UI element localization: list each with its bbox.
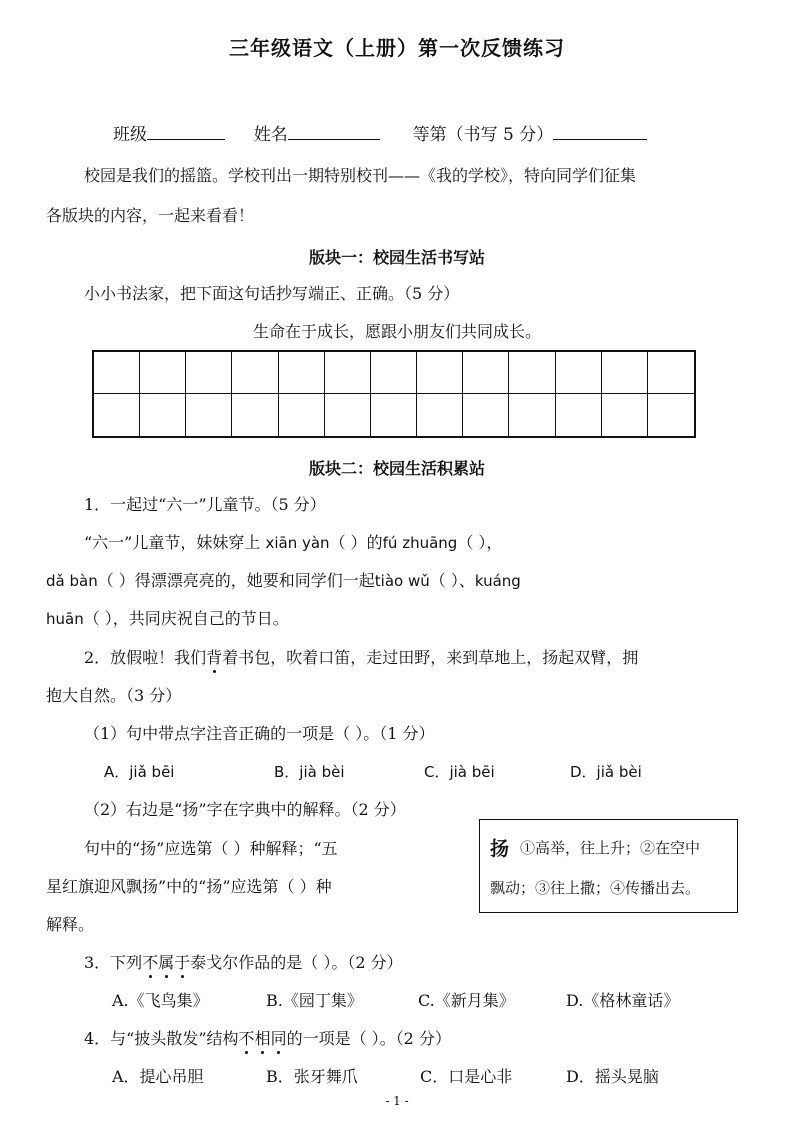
class-label: 班级 xyxy=(113,125,147,145)
q1-line-1: “六一”儿童节，妹妹穿上 xiān yàn（ ）的fú zhuāng（ ）， xyxy=(84,533,503,552)
q3-option-a[interactable]: A.《飞鸟集》 xyxy=(112,991,209,1010)
class-field[interactable] xyxy=(147,123,225,140)
pinyin-xianyan: xiān yàn xyxy=(265,534,330,552)
q3-title: 3．下列不属于泰戈尔作品的是（ ）。（2 分） xyxy=(84,953,403,972)
q2-sub-2: （2）右边是“扬”字在字典中的解释。（2 分） xyxy=(84,800,406,819)
grid-cell[interactable] xyxy=(325,352,371,394)
dictionary-def-line-2: 飘动；③往上撒；④传播出去。 xyxy=(490,879,701,897)
q3-option-c[interactable]: C.《新月集》 xyxy=(418,991,515,1010)
intro-line-2: 各版块的内容，一起来看看！ xyxy=(46,206,255,225)
answer-blank[interactable]: （ ），共同庆祝自己的节日。 xyxy=(83,609,289,628)
grid-cell[interactable] xyxy=(463,352,509,394)
q2-option-d[interactable]: D．jiǎ bèi xyxy=(570,763,642,781)
dotted-char: 背 xyxy=(206,648,223,667)
q4-option-c[interactable]: C．口是心非 xyxy=(420,1067,513,1086)
grid-cell[interactable] xyxy=(556,394,602,436)
q1-line-2 xyxy=(46,571,521,591)
answer-blank[interactable]: （ ）、 xyxy=(429,571,475,590)
answer-blank[interactable]: （ ）得漂漂亮亮的，她要和同学们一起 xyxy=(97,571,375,590)
pinyin-fuzhuang: fú zhuāng xyxy=(382,534,458,552)
grid-cell[interactable] xyxy=(325,394,371,436)
dictionary-char: 扬 xyxy=(490,838,510,860)
grid-cell[interactable] xyxy=(140,352,186,394)
grid-cell[interactable] xyxy=(94,394,140,436)
grid-cell[interactable] xyxy=(186,352,232,394)
q2-option-a[interactable]: A．jiǎ bēi xyxy=(104,763,175,781)
grid-cell[interactable] xyxy=(463,394,509,436)
pinyin-kuang: kuáng xyxy=(474,572,521,590)
copy-sentence: 生命在于成长，愿跟小朋友们共同成长。 xyxy=(252,322,541,341)
grid-cell[interactable] xyxy=(648,394,694,436)
grid-cell[interactable] xyxy=(602,394,648,436)
grid-cell[interactable] xyxy=(417,394,463,436)
dotted-char: 不 xyxy=(142,953,159,972)
dotted-char: 属 xyxy=(158,953,175,972)
grid-cell[interactable] xyxy=(232,394,278,436)
section-1-title: 版块一：校园生活书写站 xyxy=(308,248,485,267)
name-field[interactable] xyxy=(288,123,380,140)
section-2-title: 版块二：校园生活积累站 xyxy=(308,459,485,478)
grid-cell[interactable] xyxy=(602,352,648,394)
grid-cell[interactable] xyxy=(371,352,417,394)
dictionary-def-line-1: ①高举，往上升；②在空中 xyxy=(520,839,701,857)
grid-cell[interactable] xyxy=(279,352,325,394)
grade-label: 等第（书写 5 分） xyxy=(412,125,554,145)
grid-cell[interactable] xyxy=(509,394,555,436)
grade-field[interactable] xyxy=(553,123,647,140)
grid-cell[interactable] xyxy=(417,352,463,394)
page-number: - 1 - xyxy=(385,1094,409,1108)
answer-blank[interactable]: （ ）， xyxy=(457,533,503,552)
q2-option-b[interactable]: B．jià bèi xyxy=(274,763,345,781)
q2-sub-2-line-3: 解释。 xyxy=(46,915,95,934)
q2-sub-2-line-1: 句中的“扬”应选第（ ）种解释；“五 xyxy=(84,839,338,858)
grid-cell[interactable] xyxy=(279,394,325,436)
pinyin-huan: huān xyxy=(46,610,84,628)
dotted-char: 相 xyxy=(254,1029,271,1048)
q2-sub-1: （1）句中带点字注音正确的一项是（ ）。（1 分） xyxy=(84,724,435,743)
q2-line-2: 抱大自然。（3 分） xyxy=(46,686,182,705)
q4-option-d[interactable]: D．摇头晃脑 xyxy=(566,1067,659,1086)
dotted-char: 于 xyxy=(174,953,191,972)
q2-sub-2-line-2: 星红旗迎风飘扬”中的“扬”应选第（ ）种 xyxy=(46,877,332,896)
q4-option-b[interactable]: B．张牙舞爪 xyxy=(266,1067,358,1086)
q2-option-c[interactable]: C．jià bēi xyxy=(424,763,495,781)
pinyin-tiaowu: tiào wǔ xyxy=(374,572,430,590)
grid-cell[interactable] xyxy=(509,352,555,394)
grid-cell[interactable] xyxy=(94,352,140,394)
answer-blank[interactable]: （ ）的 xyxy=(329,533,383,552)
page-title: 三年级语文（上册）第一次反馈练习 xyxy=(229,36,565,60)
grid-cell[interactable] xyxy=(371,394,417,436)
grid-cell[interactable] xyxy=(232,352,278,394)
q1-title: 1．一起过“六一”儿童节。（5 分） xyxy=(84,495,326,514)
q3-option-d[interactable]: D.《格林童话》 xyxy=(566,991,680,1010)
grid-cell[interactable] xyxy=(186,394,232,436)
grid-cell[interactable] xyxy=(140,394,186,436)
q4-title: 4．与“披头散发”结构不相同的一项是（ ）。（2 分） xyxy=(84,1029,451,1048)
name-label: 姓名 xyxy=(253,125,288,145)
dotted-char: 同 xyxy=(270,1029,287,1048)
q3-option-b[interactable]: B.《园丁集》 xyxy=(266,991,363,1010)
dotted-char: 不 xyxy=(238,1029,255,1048)
pinyin-daban: dǎ bàn xyxy=(46,572,98,590)
student-info-row xyxy=(113,120,647,145)
intro-line-1: 校园是我们的摇篮。学校刊出一期特别校刊——《我的学校》，特向同学们征集 xyxy=(84,166,637,185)
q4-option-a[interactable]: A．提心吊胆 xyxy=(112,1067,204,1086)
writing-grid[interactable] xyxy=(92,350,696,438)
section-1-instruction: 小小书法家，把下面这句话抄写端正、正确。（5 分） xyxy=(84,284,460,303)
grid-cell[interactable] xyxy=(648,352,694,394)
q1-line-3 xyxy=(46,609,289,629)
dictionary-box xyxy=(479,819,738,913)
grid-cell[interactable] xyxy=(556,352,602,394)
q2-line-1: 2．放假啦！我们背着书包，吹着口笛，走过田野，来到草地上，扬起双臂，拥 xyxy=(84,648,639,667)
